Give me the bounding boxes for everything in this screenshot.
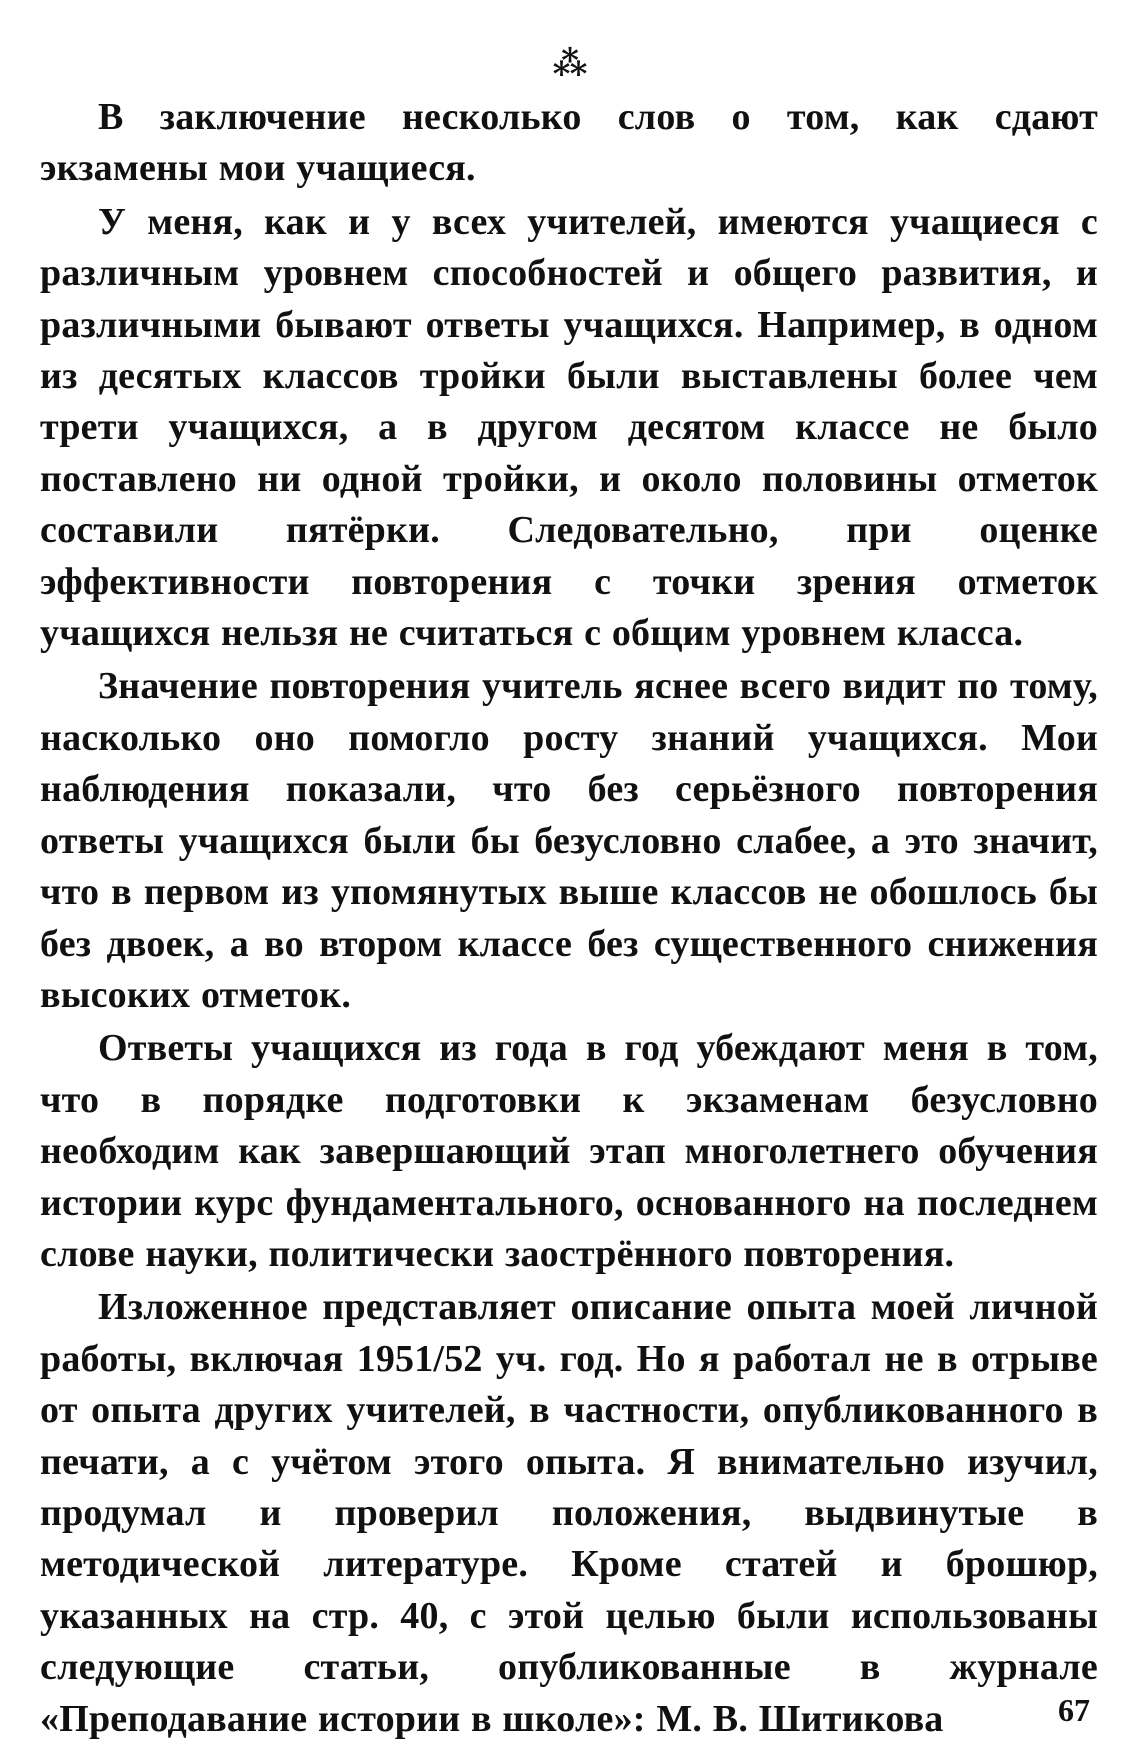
book-page: [40, 40, 1098, 1740]
page-body: [40, 92, 1098, 1747]
paragraph-5: Изложенное представляет описание опыта моей личной работы, включая 1951/52 уч. год. Но я работал не в отрыве от опыта других учителей, в частности, опубликованного в печати, а с учётом этого опыта. Я внимательно изучил, продумал и проверил положения, выдвинутые в методической литературе. Кроме статей и брошюр, указанных на стр. 40, с этой целью были использованы следующие статьи, опубликованные в журнале «Преподавание истории в школе»: М. В. Шитикова: [40, 1286, 1098, 1740]
paragraph-4: Ответы учащихся из года в год убеждают меня в том, что в порядке подготовки к экзаменам безусловно необходим как завершающий этап многолетнего обучения истории курс фундаментального, основанного на последнем слове науки, политически заострённого повторения.: [40, 1027, 1098, 1275]
paragraph-3: Значение повторения учитель яснее всего видит по тому, насколько оно помогло росту знаний учащихся. Мои наблюдения показали, что без серьёзного повторения ответы учащихся были бы безусловно слабее, а это значит, что в первом из упомянутых выше классов не обошлось бы без двоек, а во втором классе без существенного снижения высоких отметок.: [40, 665, 1098, 1016]
paragraph-1: В заключение несколько слов о том, как сдают экзамены мои учащиеся.: [40, 96, 1098, 190]
section-divider-ornament: ⁂: [552, 46, 586, 83]
page-number: 67: [1058, 1692, 1090, 1728]
paragraph-2: У меня, как и у всех учителей, имеются учащиеся с различным уровнем способностей и общего развития, и различными бывают ответы учащихся. Например, в одном из десятых классов тройки были выставлены более чем трети учащихся, а в другом десятом классе не было поставлено ни одной тройки, и около половины отметок составили пятёрки. Следовательно, при оценке эффективности повторения с точки зрения отметок учащихся нельзя не считаться с общим уровнем класса.: [40, 200, 1098, 655]
